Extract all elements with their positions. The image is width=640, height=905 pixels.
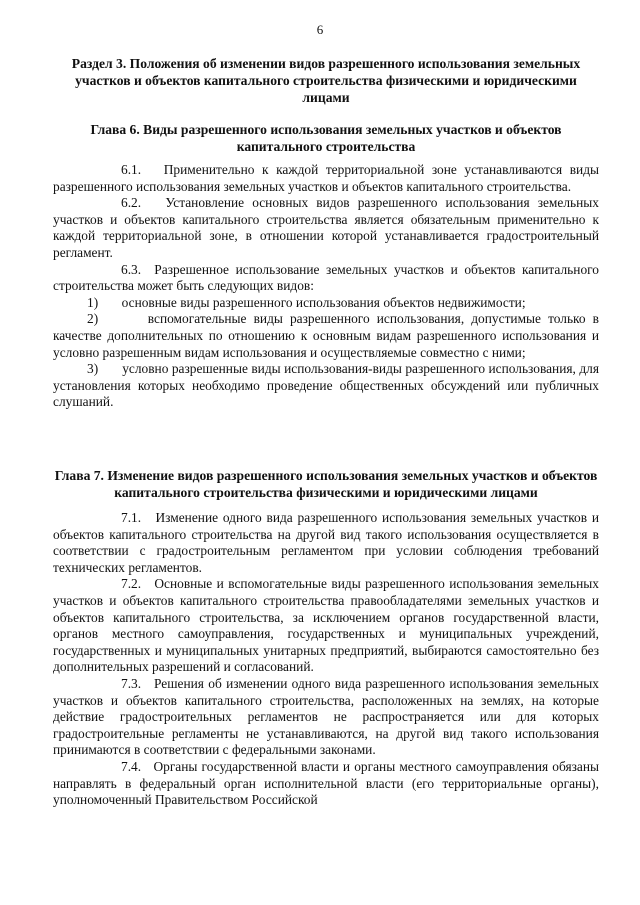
paragraph-text: Основные и вспомогательные виды разрешенного использования земельных участков и объектов капитального строительства правообладателями земельных участков и объектов капитального строительства, за исключением органов государственной власти, органов местного самоуправления, государственных и муниципальных учреждений, государственных и муниципальных унитарных предприятий, выбираются самостоятельно без дополнительных разрешений и согласований. (53, 576, 599, 675)
paragraph-text: Изменение одного вида разрешенного использования земельных участков и объектов капитального строительства на другой вид такого использования осуществляется в соответствии с градостроительным регламентом при условии соблюдения требований технических регламентов. (53, 510, 599, 575)
paragraph-text: Применительно к каждой территориальной зоне устанавливаются виды разрешенного использования земельных участков и объектов капитального строительства. (53, 162, 599, 194)
list-item-1 (53, 295, 599, 312)
list-item-number: 2) (87, 311, 99, 327)
chapter-6-heading-block (53, 121, 599, 155)
paragraph-7-1 (53, 510, 599, 576)
paragraph-text: Органы государственной власти и органы местного самоуправления обязаны направлять в федеральный орган исполнительной власти (его территориальные органы), уполномоченный Правительством Российской (53, 758, 600, 808)
paragraph-number: 7.2. (121, 576, 142, 592)
list-item-text: условно разрешенные виды использования-виды разрешенного использования, для установления которых необходимо проведение общественных обсуждений или публичных слушаний. (53, 361, 599, 410)
paragraph-6-2 (53, 195, 599, 261)
paragraph-text: Установление основных видов разрешенного использования земельных участков и объектов капитального строительства является обязательным применительно к каждой территориальной зоне, в отношении которой устанавливается градостроительный регламент. (53, 195, 600, 260)
page-number: 6 (316, 22, 324, 37)
list-item-3 (53, 361, 599, 411)
paragraph-7-4 (53, 759, 599, 809)
chapter-6-title: Глава 6. Виды разрешенного использования земельных участков и объектов капитального строительства (90, 122, 562, 154)
list-item-number: 1) (87, 294, 99, 310)
paragraph-6-3 (53, 262, 599, 295)
paragraph-number: 6.2. (121, 195, 142, 211)
section-3-title: Раздел 3. Положения об изменении видов разрешенного использования земельных участков и объектов капитального строительства физическими и юридическими лицами (71, 56, 581, 105)
paragraph-7-2 (53, 576, 599, 676)
list-item-number: 3) (87, 361, 99, 377)
list-item-text: вспомогательные виды разрешенного использования, допустимые только в качестве дополнительных по отношению к основным видам разрешенного использования и условно разрешенным видам использования и осуществляемые совместно с ними; (53, 311, 599, 360)
list-item-text: основные виды разрешенного использования объектов недвижимости; (121, 294, 526, 310)
paragraph-number: 7.3. (121, 675, 142, 691)
list-item-2 (53, 311, 599, 361)
chapter-7-body (53, 510, 599, 809)
chapter-7-heading-block (53, 467, 599, 501)
paragraph-7-3 (53, 676, 599, 759)
chapter-6-body (53, 162, 599, 411)
section-3-heading-block (53, 55, 599, 106)
chapter-7-title: Глава 7. Изменение видов разрешенного использования земельных участков и объектов капитального строительства физическими и юридическими лицами (54, 468, 598, 500)
paragraph-6-1 (53, 162, 599, 195)
paragraph-text: Разрешенное использование земельных участков и объектов капитального строительства может быть следующих видов: (53, 261, 599, 294)
paragraph-text: Решения об изменении одного вида разрешенного использования земельных участков и объектов капитального строительства, расположенных на землях, на которые действие градостроительных регламентов не распространяется или для которых градостроительные регламенты не устанавливаются, на другой вид такого использования принимаются в соответствии с федеральными законами. (53, 675, 599, 758)
paragraph-number: 7.1. (121, 510, 142, 525)
paragraph-number: 7.4. (121, 758, 142, 774)
paragraph-number: 6.1. (121, 162, 142, 177)
paragraph-number: 6.3. (121, 261, 142, 277)
